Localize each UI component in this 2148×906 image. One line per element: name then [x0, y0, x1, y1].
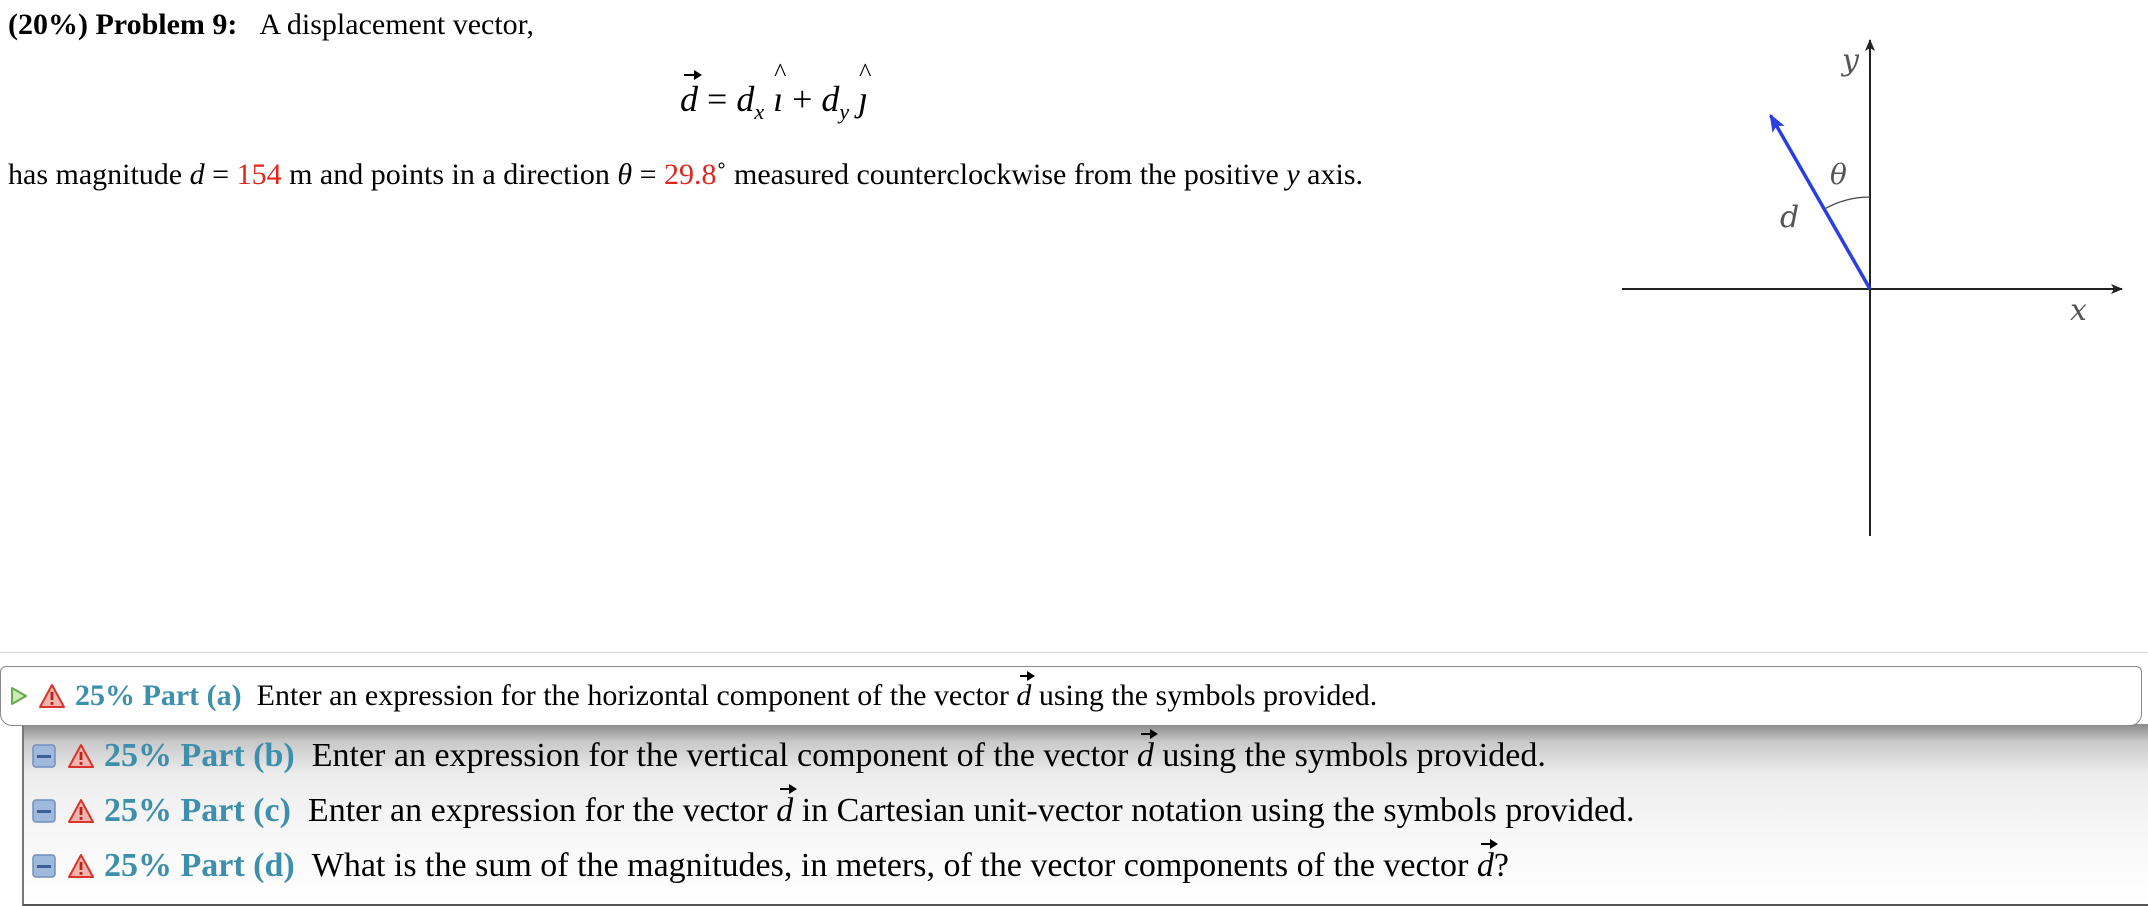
- desc-theta-symbol: θ: [617, 158, 633, 191]
- part-b-row[interactable]: [32, 736, 1546, 776]
- part-d-text-post: ?: [1493, 847, 1509, 884]
- part-c-text-pre: Enter an expression for the vector: [307, 792, 777, 829]
- part-a-text-post: using the symbols provided.: [1031, 679, 1378, 712]
- part-a-text-pre: Enter an expression for the horizontal component of the vector: [256, 679, 1017, 712]
- part-a-vector: d: [1016, 679, 1032, 712]
- part-c-percent: 25%: [104, 792, 172, 829]
- part-a-content: [9, 667, 1377, 725]
- problem-header: [8, 8, 534, 42]
- warning-icon: [39, 684, 65, 708]
- collapse-icon[interactable]: [32, 799, 56, 823]
- part-d-text-pre: What is the sum of the magnitudes, in meters, of the vector components of the vector: [311, 847, 1477, 884]
- vector-equation: [680, 78, 868, 125]
- part-c-text-post: in Cartesian unit-vector notation using the symbols provided.: [793, 792, 1635, 829]
- theta-arc: [1824, 197, 1870, 209]
- desc-text-3: measured counterclockwise from the positive: [726, 158, 1287, 191]
- part-c-row[interactable]: [32, 791, 1635, 831]
- degree-symbol: ˚: [716, 158, 727, 191]
- desc-equals-1: =: [204, 158, 237, 191]
- part-b-vector: d: [1136, 737, 1154, 774]
- eq-dx-sub: x: [754, 99, 765, 125]
- problem-weight: (20%): [8, 8, 88, 41]
- part-a-percent: 25%: [75, 679, 135, 712]
- part-d-label[interactable]: Part (d): [180, 847, 295, 884]
- collapse-icon[interactable]: [32, 854, 56, 878]
- problem-name: Problem 9:: [95, 8, 238, 41]
- eq-i-hat: ^ ı: [773, 78, 783, 120]
- warning-icon: [68, 799, 94, 823]
- eq-dy: d: [821, 79, 840, 119]
- x-axis-label: x: [2070, 293, 2087, 328]
- part-d-vector: d: [1476, 847, 1494, 884]
- expand-play-icon[interactable]: [9, 686, 29, 706]
- eq-dy-sub: y: [839, 99, 850, 125]
- eq-j-hat: ^ ȷ: [858, 78, 868, 120]
- part-b-label[interactable]: Part (b): [180, 737, 295, 774]
- eq-dx: d: [736, 79, 755, 119]
- eq-equals: =: [707, 79, 728, 119]
- section-divider: [0, 652, 2148, 653]
- desc-text-4: axis.: [1299, 158, 1363, 191]
- eq-d-vector: d: [680, 79, 698, 119]
- collapsed-parts-panel: [22, 724, 2148, 906]
- part-c-vector: d: [776, 792, 794, 829]
- magnitude-value: 154: [236, 158, 282, 191]
- part-c-label[interactable]: Part (c): [180, 792, 291, 829]
- problem-intro: A displacement vector,: [259, 8, 534, 41]
- desc-equals-2: =: [632, 158, 665, 191]
- eq-plus: +: [792, 79, 813, 119]
- d-label: d: [1780, 200, 1800, 235]
- desc-y-symbol: y: [1286, 158, 1300, 191]
- part-a-row[interactable]: [0, 666, 2142, 726]
- desc-text-2: m and points in a direction: [281, 158, 618, 191]
- desc-text-1: has magnitude: [8, 158, 190, 191]
- desc-d-symbol: d: [189, 158, 205, 191]
- warning-icon: [68, 744, 94, 768]
- part-a-label[interactable]: Part (a): [142, 679, 242, 712]
- part-d-percent: 25%: [104, 847, 172, 884]
- part-b-text-post: using the symbols provided.: [1153, 737, 1546, 774]
- collapse-icon[interactable]: [32, 744, 56, 768]
- part-d-row[interactable]: [32, 846, 1509, 886]
- theta-label: θ: [1830, 158, 1847, 191]
- warning-icon: [68, 854, 94, 878]
- part-b-percent: 25%: [104, 737, 172, 774]
- part-b-text-pre: Enter an expression for the vertical component of the vector: [311, 737, 1137, 774]
- problem-description: [8, 158, 1363, 192]
- vector-diagram: [1600, 30, 2130, 550]
- y-axis-label: y: [1842, 43, 1859, 78]
- angle-value: 29.8: [664, 158, 717, 191]
